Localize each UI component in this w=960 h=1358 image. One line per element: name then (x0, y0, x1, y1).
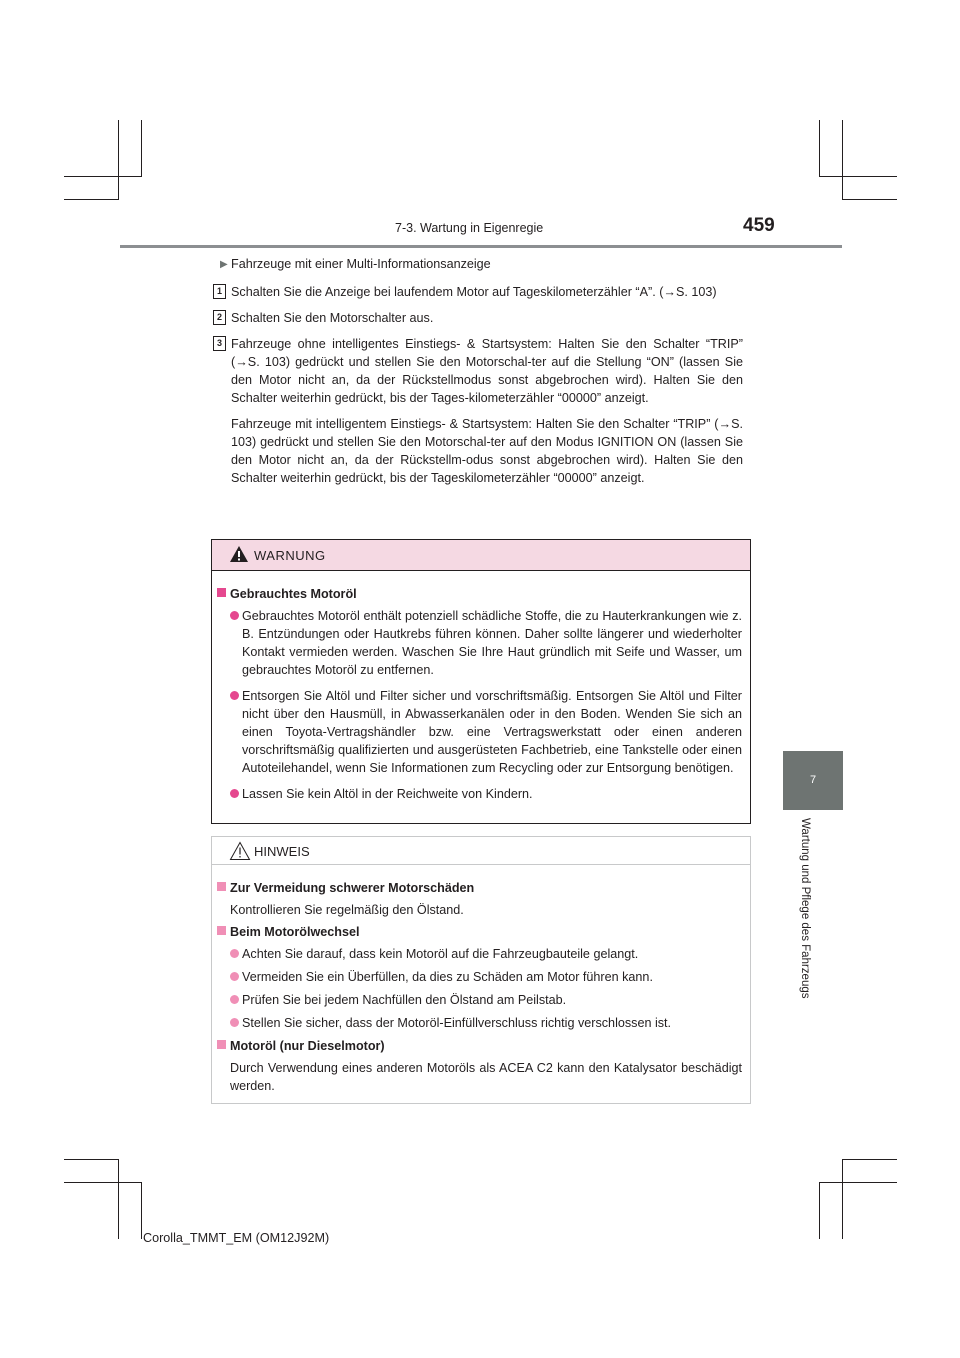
procedure (216, 255, 743, 495)
step-text: Schalten Sie den Motorschalter aus. (231, 311, 434, 325)
note-bullet (217, 991, 742, 1009)
circle-bullet-icon (230, 1018, 239, 1027)
heading-text: Beim Motorölwechsel (230, 925, 360, 939)
crop-mark (141, 120, 142, 177)
note-header (212, 837, 750, 865)
warning-header (212, 540, 750, 571)
variant-title-text: Fahrzeuge mit einer Multi-Informationsanzeige (231, 257, 491, 271)
note-title: HINWEIS (254, 844, 310, 859)
variant-title (220, 255, 743, 273)
section-title: 7-3. Wartung in Eigenregie (395, 221, 544, 235)
circle-bullet-icon (230, 789, 239, 798)
circle-bullet-icon (230, 995, 239, 1004)
crop-mark (819, 1182, 820, 1239)
crop-mark (141, 1182, 142, 1239)
square-bullet-icon (217, 926, 226, 935)
header-divider (120, 245, 842, 248)
bullet-text: Lassen Sie kein Altöl in der Reichweite von Kindern. (242, 787, 533, 801)
crop-mark (64, 1159, 119, 1160)
crop-mark (819, 120, 820, 177)
crop-mark (819, 1182, 897, 1183)
bullet-text: Stellen Sie sicher, dass der Motoröl-Einfüllverschluss richtig verschlossen ist. (242, 1016, 672, 1030)
warning-title: WARNUNG (254, 548, 326, 563)
footer-document-id: Corolla_TMMT_EM (OM12J92M) (143, 1231, 330, 1245)
note-bullet (217, 945, 742, 963)
step-paragraph: Fahrzeuge mit intelligentem Einstiegs- & Startsystem: Halten Sie den Schalter “TRIP” (→S. 103) gedrückt und stellen Sie den Motorschal-ter auf den Modus IGNITION ON (lassen Sie den Motor nicht an, da der Rückstellm-odus sonst abgebrochen wird). Halten Sie den Schalter weiterhin gedrückt, bis der Tageskilometerzähler “00000” anzeigt. (231, 417, 743, 485)
square-bullet-icon (217, 588, 226, 597)
crop-mark (64, 176, 142, 177)
note-bullet (217, 968, 742, 986)
note-text: Kontrollieren Sie regelmäßig den Ölstand. (230, 903, 464, 917)
bullet-text: Gebrauchtes Motoröl enthält potenziell schädliche Stoffe, die zu Hauterkrankungen wie z. B. Entzündungen oder Hautkrebs führen können. Daher sollte längerer und wiederholter Kontakt vermieden werden. Waschen Sie Ihre Haut gründlich mit Seife und Wasser, um gebrauchtes Motoröl zu entfernen. (242, 609, 742, 677)
bullet-text: Achten Sie darauf, dass kein Motoröl auf die Fahrzeugbauteile gelangt. (242, 947, 639, 961)
note-section-heading (217, 1037, 742, 1055)
warning-triangle-icon (229, 545, 249, 563)
warning-section-heading (217, 585, 742, 603)
crop-mark (842, 199, 897, 200)
heading-text: Gebrauchtes Motoröl (230, 587, 357, 601)
caution-triangle-icon (229, 841, 251, 861)
bullet-text: Prüfen Sie bei jedem Nachfüllen den Ölstand am Peilstab. (242, 993, 567, 1007)
heading-text: Motoröl (nur Dieselmotor) (230, 1039, 385, 1053)
crop-mark (64, 1182, 142, 1183)
crop-mark (842, 1159, 897, 1160)
chapter-tab: 7 (783, 751, 843, 810)
circle-bullet-icon (230, 611, 239, 620)
crop-mark (118, 120, 119, 200)
step-3 (216, 335, 743, 487)
chapter-label: Wartung und Pflege des Fahrzeugs (799, 818, 811, 999)
bullet-text: Vermeiden Sie ein Überfüllen, da dies zu Schäden am Motor führen kann. (242, 970, 653, 984)
note-body (212, 865, 750, 1095)
bullet-text: Entsorgen Sie Altöl und Filter sicher und vorschriftsmäßig. Entsorgen Sie Altöl und Filter nicht über den Hausmüll, in Abwasserkanälen oder in den Boden. Wenden Sie sich an einen Toyota-Vertragshändler bzw. eine Vertragswerkstatt oder einen anderen vorschriftsmäßig qualifizierten und ausgerüsteten Fachbetrieb, eine Tankstelle oder einen Autoteilehandel, wenn Sie Informationen zum Recycling oder zur Entsorgung benötigen. (242, 689, 742, 775)
triangle-bullet-icon: ▶ (220, 259, 228, 270)
step-2 (216, 309, 743, 327)
crop-mark (842, 120, 843, 200)
note-text: Durch Verwendung eines anderen Motoröls als ACEA C2 kann den Katalysator beschädigt werden. (230, 1061, 742, 1093)
circle-bullet-icon (230, 691, 239, 700)
warning-bullet (217, 785, 742, 803)
warning-bullet (217, 607, 742, 679)
step-text: Schalten Sie die Anzeige bei laufendem Motor auf Tageskilometerzähler “A”. (→S. 103) (231, 285, 717, 299)
square-bullet-icon (217, 882, 226, 891)
warning-box (211, 539, 751, 824)
warning-body (212, 571, 750, 803)
note-bullet (217, 1014, 742, 1032)
heading-text: Zur Vermeidung schwerer Motorschäden (230, 881, 475, 895)
circle-bullet-icon (230, 949, 239, 958)
crop-mark (819, 176, 897, 177)
step-paragraph: Fahrzeuge ohne intelligentes Einstiegs- & Startsystem: Halten Sie den Schalter “TRIP” (→S. 103) gedrückt und stellen Sie den Motorschal-ter auf die Stellung “ON” (lassen Sie den Motor nicht an, da der Rückstellmodus sonst abgebrochen wird). Halten Sie den Schalter weiterhin gedrückt, bis der Tages-kilometerzähler “00000” anzeigt. (231, 337, 743, 405)
note-section-heading (217, 879, 742, 897)
crop-mark (118, 1159, 119, 1239)
circle-bullet-icon (230, 972, 239, 981)
square-bullet-icon (217, 1040, 226, 1049)
step-number-badge: 1 (213, 284, 226, 299)
note-box (211, 836, 751, 1104)
page-number: 459 (743, 215, 775, 236)
crop-mark (842, 1159, 843, 1239)
step-number-badge: 3 (213, 336, 226, 351)
warning-bullet (217, 687, 742, 777)
note-section-heading (217, 923, 742, 941)
crop-mark (64, 199, 119, 200)
step-1 (216, 283, 743, 301)
step-number-badge: 2 (213, 310, 226, 325)
